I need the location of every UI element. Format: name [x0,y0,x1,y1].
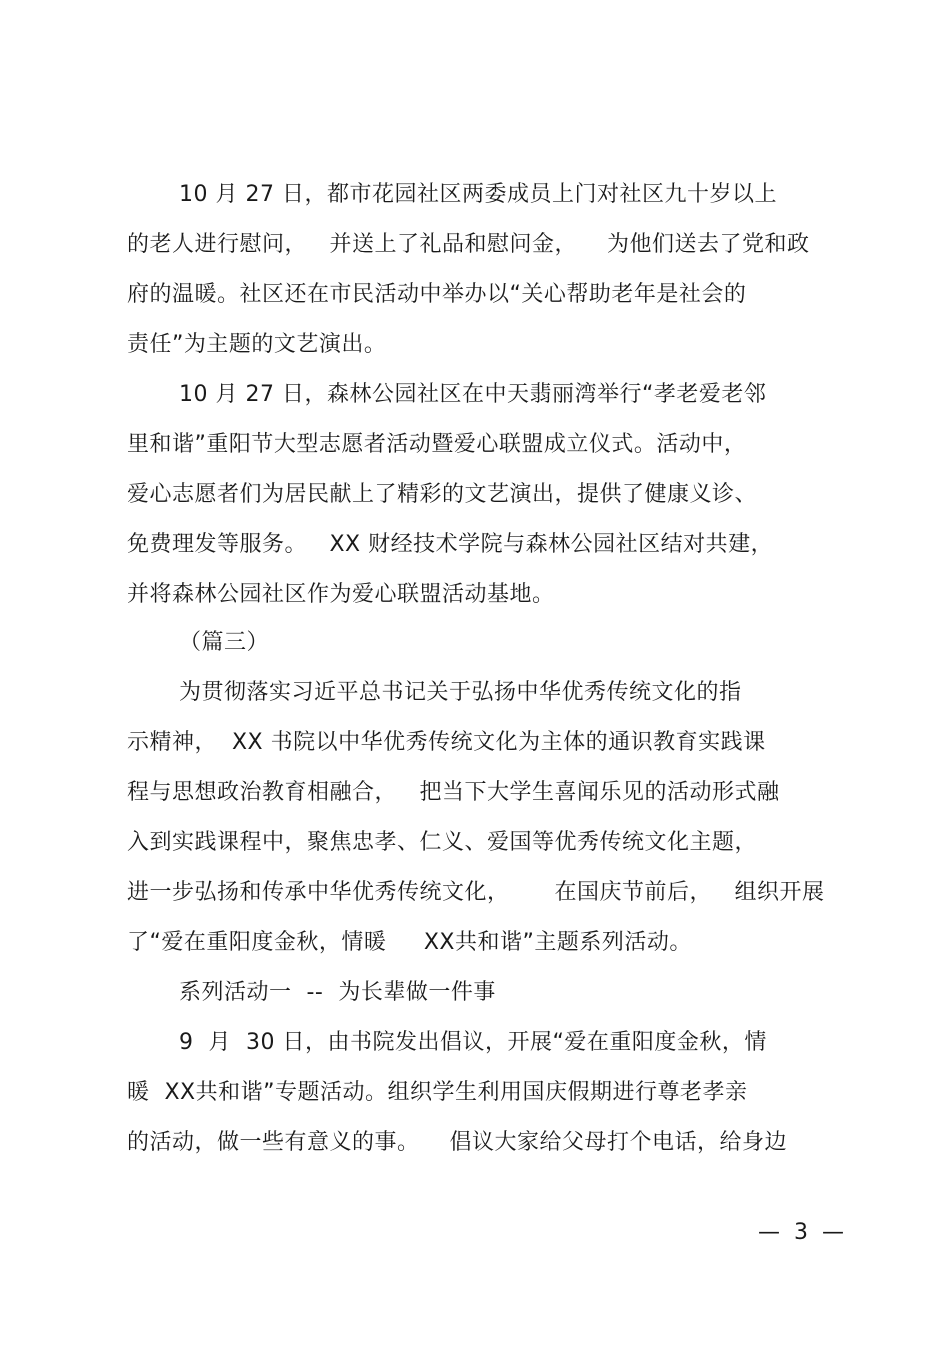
paragraph-line: 暖 XX共和谐”专题活动。组织学生利用国庆假期进行尊老孝亲 [127,1080,748,1105]
paragraph-line: 入到实践课程中，聚焦忠孝、仁义、爱国等优秀传统文化主题， [127,830,758,855]
paragraph-line: 进一步弘扬和传承中华优秀传统文化， 在国庆节前后， 组织开展 [127,880,825,905]
paragraph-line: 示精神， XX 书院以中华优秀传统文化为主体的通识教育实践课 [127,730,766,755]
paragraph-line: 10 月 27 日，都市花园社区两委成员上门对社区九十岁以上 [179,182,777,207]
subsection-heading: 系列活动一 -- 为长辈做一件事 [179,980,496,1005]
paragraph-line: 10 月 27 日，森林公园社区在中天翡丽湾举行“孝老爱老邻 [179,382,767,407]
paragraph-line: 9 月 30 日，由书院发出倡议，开展“爱在重阳度金秋，情 [179,1030,767,1055]
paragraph-line: 的活动，做一些有意义的事。 倡议大家给父母打个电话，给身边 [127,1130,787,1155]
paragraph-line: 为贯彻落实习近平总书记关于弘扬中华优秀传统文化的指 [179,680,742,705]
paragraph-line: 的老人进行慰问， 并送上了礼品和慰问金， 为他们送去了党和政 [127,232,810,257]
section-heading: （篇三） [179,630,270,655]
paragraph-line: 府的温暖。社区还在市民活动中举办以“关心帮助老年是社会的 [127,282,747,307]
paragraph-line: 并将森林公园社区作为爱心联盟活动基地。 [127,582,555,607]
paragraph-line: 免费理发等服务。 XX 财经技术学院与森林公园社区结对共建， [127,532,774,557]
paragraph-line: 爱心志愿者们为居民献上了精彩的文艺演出，提供了健康义诊、 [127,482,758,507]
page-number: — 3 — [758,1220,844,1245]
paragraph-line: 责任”为主题的文艺演出。 [127,332,387,357]
paragraph-line: 了“爱在重阳度金秋，情暖 XX共和谐”主题系列活动。 [127,930,692,955]
paragraph-line: 程与思想政治教育相融合， 把当下大学生喜闻乐见的活动形式融 [127,780,780,805]
paragraph-line: 里和谐”重阳节大型志愿者活动暨爱心联盟成立仪式。活动中， [127,432,747,457]
